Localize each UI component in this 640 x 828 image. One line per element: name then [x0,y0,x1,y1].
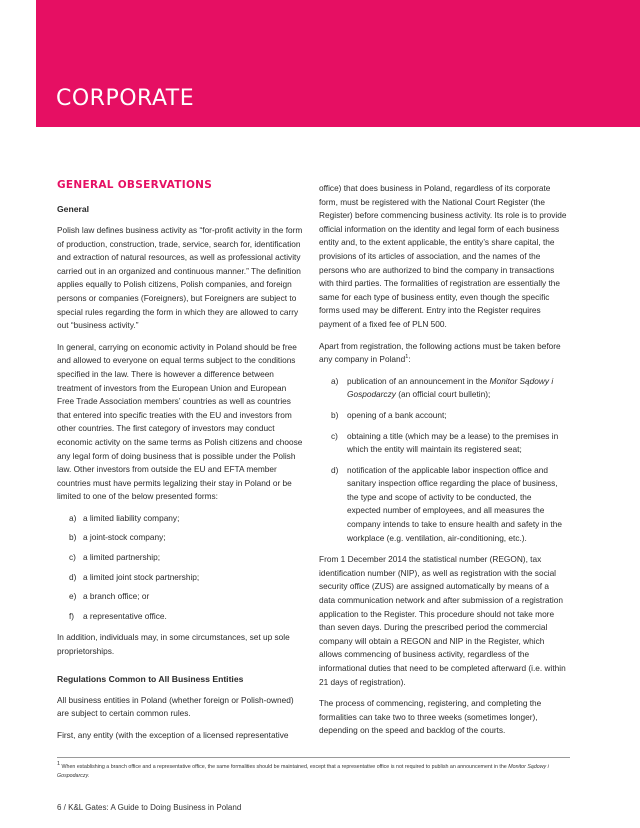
paragraph: All business entities in Poland (whether foreign or Polish-owned) are subject to certain common rules. [57,694,294,719]
list-item-text: (an official court bulletin); [395,389,491,400]
right-column [319,182,567,746]
footnote-number: 1 [57,761,61,768]
list-item [319,430,567,457]
list-marker: e) [69,591,77,602]
list-item-text: obtaining a title (which may be a lease) to the premises in which the entity will maintain its registered seat; [347,430,559,455]
paragraph: The process of commencing, registering, and completing the formalities can take two to three weeks (sometimes longer), depending on the speed and backlog of the courts. [319,698,542,736]
list-item-text: a branch office; or [83,591,150,602]
list-item [319,409,567,423]
list-item-text: a limited partnership; [83,552,161,563]
list-item-text: a limited joint stock partnership; [83,571,200,582]
list-item [57,531,305,545]
list-marker: b) [331,409,339,420]
list-marker: a) [69,512,77,523]
paragraph: From 1 December 2014 the statistical number (REGON), tax identification number (NIP), as well as registration with the social security office (ZUS) are assigned automatically by means of a data communication network and after submission of a registration application to the Register. This procedure should not take more than seven days. During the prescribed period the commercial company will obtain a REGON and NIP in the Register, which allows commencing of business activity, regardless of the informational duties that need to be completed afterward (i.e. within 21 days of registration). [319,554,566,687]
publication-name: Monitor Sądowy i Gospodarczy [347,375,554,400]
list-item-text: a representative office. [83,610,167,621]
footnote-ref[interactable]: 1 [405,354,409,361]
list-item [57,571,305,585]
list-item-text: a limited liability company; [83,512,180,523]
paragraph-text: Apart from registration, the following actions must be taken before any company in Poland [319,340,561,365]
banner-title: CORPORATE [56,86,195,111]
list-marker: f) [69,610,75,621]
list-marker: b) [69,532,77,543]
list-item-text: a joint-stock company; [83,532,166,543]
business-forms-list [57,512,305,624]
list-marker: d) [69,571,77,582]
header-banner [36,0,640,127]
left-column [57,178,305,750]
paragraph: In addition, individuals may, in some circumstances, set up sole proprietorships. [57,632,290,657]
subheading-regulations: Regulations Common to All Business Entities [57,673,244,684]
list-item-text: opening of a bank account; [347,409,447,420]
list-item [319,464,567,546]
paragraph: In general, carrying on economic activity in Poland should be free and allowed to everyone on equal terms subject to the conditions specified in the law. There is however a difference between treatment of investors from the European Union and European Free Trade Association members’ countries as well as countries that entered into specific treaties with the EU and investors from other countries. The first category of investors may conduct economic activity on the same terms as Polish citizens and choose any legal form of doing business that is possible under the Polish law. Other investors from outside the EU and EFTA member countries must have permits legalizing their stay in Poland or be limited to one of the below presented forms: [57,341,303,502]
paragraph-colon: : [408,354,411,365]
list-item [57,512,305,526]
list-marker: a) [331,375,339,386]
paragraph: First, any entity (with the exception of a licensed representative [57,729,289,740]
paragraph [319,340,567,367]
list-item [57,610,305,624]
required-actions-list [319,375,567,546]
page-footer: 6 / K&L Gates: A Guide to Doing Business in Poland [57,803,242,812]
paragraph: office) that does business in Poland, regardless of its corporate form, must be registered with the National Court Register (the Register) before commencing business activity. Its role is to provide official information on the identity and legal form of each business entity and, to the extent applicable, the entity’s share capital, the provisions of its articles of association, and the names of the persons who are authorized to bind the company in transactions with third parties. The formalities of registration are essentially the same for each type of business entity, even though the specific forms used may be different. Entry into the Register requires payment of a fixed fee of PLN 500. [319,183,567,329]
list-marker: c) [331,430,338,441]
list-item [57,551,305,565]
section-title: GENERAL OBSERVATIONS [57,179,213,191]
list-item-text: publication of an announcement in the [347,375,490,386]
list-marker: c) [69,552,76,563]
list-item [319,375,567,402]
footnote-divider [57,757,570,758]
list-item-text: notification of the applicable labor inspection office and sanitary inspection office regarding the place of business, the type and scope of activity to be conducted, the expected number of employees, and all measures the company intends to take to ensure health and safety in the workplace (e.g. ventilation, air-conditioning, etc.). [347,464,562,543]
footnote [57,763,569,780]
paragraph: Polish law defines business activity as “for-profit activity in the form of production, construction, trade, service, search for, identification and extraction of natural resources, as well as professional activity carried out in an organized and continuous manner.” The definition applies equally to Polish citizens, Polish companies, and foreign persons or companies (Foreigners), but Foreigners are subject to special rules regarding the form in which they are allowed to carry out “business activity.” [57,225,303,331]
list-marker: d) [331,464,339,475]
footnote-text: When establishing a branch office and a representative office, the same formalities should be maintained, except that a representative office is not required to publish an announcement in the [60,764,509,770]
footnote-publication: Monitor Sądowy i Gospodarczy. [57,764,549,779]
subheading-general: General [57,204,90,214]
list-item [57,590,305,604]
